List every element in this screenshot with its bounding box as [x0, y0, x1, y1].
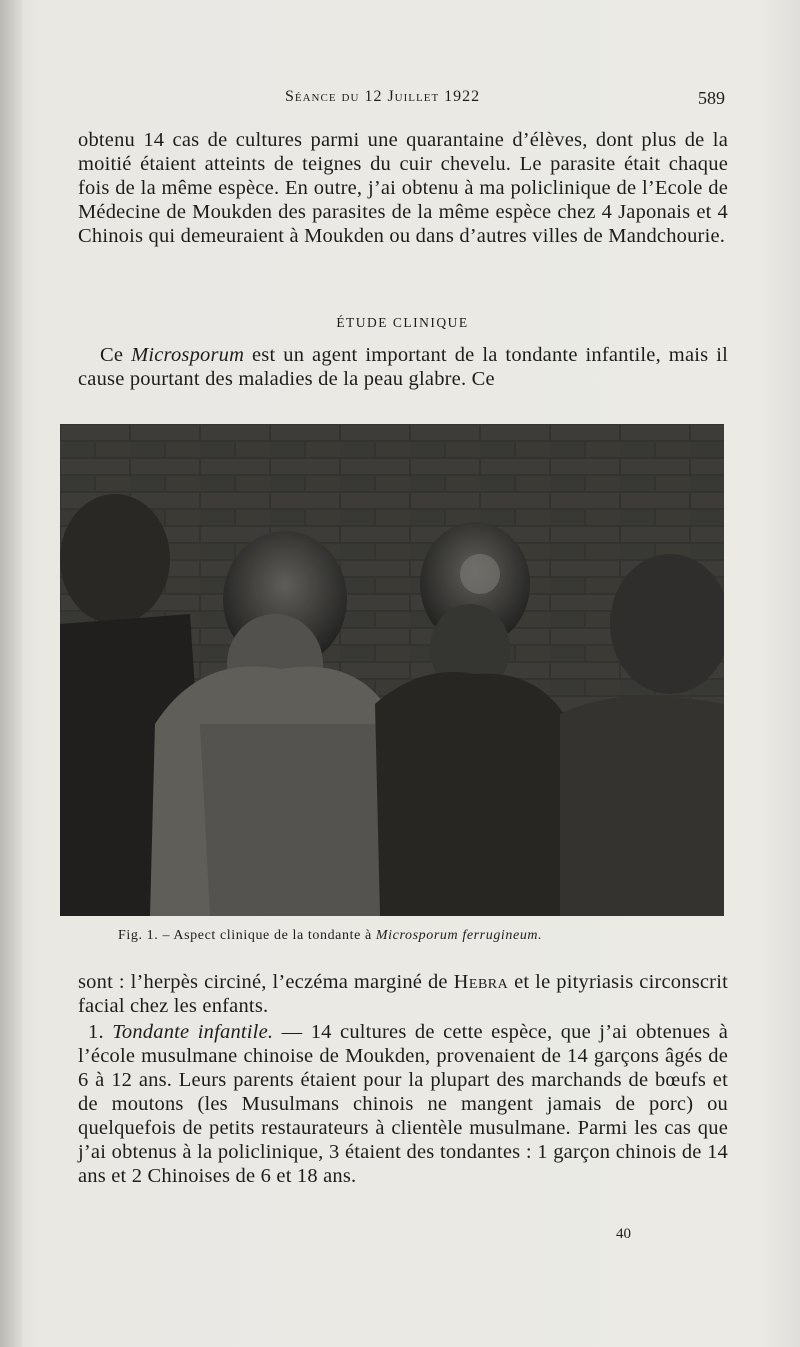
- paragraph-3: [78, 970, 728, 1018]
- paragraph-3-prefix: sont : l’herpès circiné, l’eczéma marginé de: [78, 971, 454, 993]
- paragraph-4-rest: — 14 cultures de cette espèce, que j’ai obtenues à l’école musulmane chinoise de Moukden, provenaient de 14 garçons âgés de 6 à 12 ans. Leurs parents étaient pour la plupart des marchands de bœufs et de moutons (les Musulmans chinois ne mangent jamais de porc) ou quelquefois de petits restaurateurs à clientèle musulmane. Parmi les cas que j’ai obtenus à la policlinique, 3 étaient des tondantes : 1 garçon chinois de 14 ans et 2 Chinoises de 6 et 18 ans.: [78, 1021, 729, 1187]
- paragraph-4: [78, 1020, 728, 1188]
- printer-signature: 40: [616, 1226, 631, 1242]
- caption-prefix: Fig. 1. – Aspect clinique de la tondante à: [118, 928, 376, 943]
- section-title: ÉTUDE CLINIQUE: [336, 315, 469, 330]
- caption-species: Microsporum ferrugineum.: [375, 928, 543, 943]
- paragraph-2: [78, 343, 728, 391]
- genus-name: Microsporum: [131, 344, 245, 366]
- figure-photograph: [60, 424, 724, 916]
- running-head: Séance du 12 Juillet 1922: [285, 88, 481, 105]
- page-number: 589: [698, 88, 725, 108]
- paragraph-2-rest: est un agent important de la tondante infantile, mais il cause pourtant des maladies de la peau glabre. Ce: [78, 344, 729, 390]
- paragraph-1: obtenu 14 cas de cultures parmi une quarantaine d’élèves, dont plus de la moitié étaient atteints de teignes du cuir chevelu. Le parasite était chaque fois de la même espèce. En outre, j’ai obtenu à ma policlinique de l’Ecole de Médecine de Moukden des parasites de la même espèce chez 4 Japonais et 4 Chinois qui demeuraient à Moukden ou dans d’autres villes de Mandchourie.: [78, 129, 728, 247]
- page-gutter-shadow: [0, 0, 22, 1347]
- page-header: [80, 88, 725, 112]
- paragraph-4-title: Tondante infantile.: [112, 1021, 274, 1043]
- paragraph-2-prefix: Ce: [100, 344, 132, 366]
- author-name: Hebra: [453, 971, 509, 993]
- paragraph-3-rest: et le pityriasis circonscrit facial chez les enfants.: [78, 971, 728, 1017]
- paragraph-4-number: 1.: [88, 1021, 113, 1043]
- figure-photograph-drawing: [60, 424, 724, 916]
- figure-caption: [118, 928, 718, 944]
